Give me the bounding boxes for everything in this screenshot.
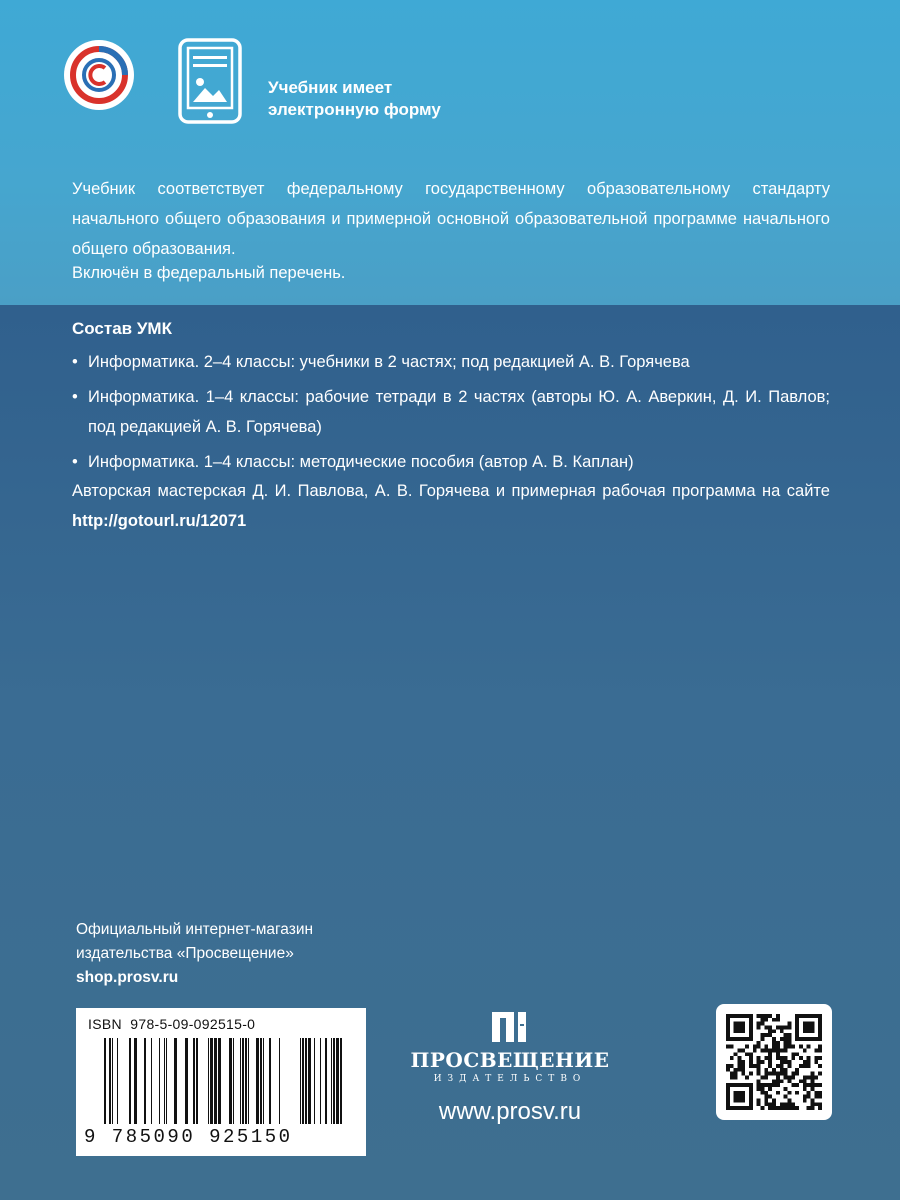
- isbn-box: [76, 1008, 366, 1156]
- electronic-form-note: [268, 77, 441, 121]
- umk-item-text: Информатика. 1–4 классы: методические пособия (автор А. В. Каплан): [88, 453, 634, 471]
- shop-line2: издательства «Просвещение»: [76, 945, 294, 962]
- eform-line1: Учебник имеет: [268, 78, 393, 97]
- author-link[interactable]: http://gotourl.ru/12071: [72, 512, 247, 530]
- isbn-label: ISBN: [88, 1016, 122, 1032]
- author-text: Авторская мастерская Д. И. Павлова, А. В. Горячева и примерная рабочая программа на сайте: [72, 482, 830, 500]
- eform-line2: электронную форму: [268, 100, 441, 119]
- barcode-icon: [100, 1038, 350, 1134]
- publisher-subtitle: ИЗДАТЕЛЬСТВО: [433, 1074, 587, 1084]
- bullet-icon: •: [72, 388, 78, 406]
- federal-list-note: Включён в федеральный перечень.: [72, 264, 346, 282]
- isbn-number: 978-5-09-092515-0: [130, 1016, 256, 1032]
- bullet-icon: •: [72, 453, 78, 471]
- qr-box: [716, 1004, 832, 1120]
- umk-title: Состав УМК: [72, 319, 172, 338]
- bullet-icon: •: [72, 353, 78, 371]
- umk-item-text: Информатика. 2–4 классы: учебники в 2 частях; под редакцией А. В. Горячева: [88, 353, 690, 371]
- umk-item-text: Информатика. 1–4 классы: рабочие тетради в 2 частях (авторы Ю. А. Аверкин, Д. И. Павлов; под редакцией А. В. Горячева): [88, 388, 830, 436]
- list-item: [72, 447, 830, 477]
- qr-code-icon[interactable]: [726, 1014, 822, 1110]
- publisher-logo-icon: [490, 1010, 530, 1044]
- publisher-block: [410, 1010, 610, 1126]
- shop-url[interactable]: shop.prosv.ru: [76, 969, 179, 986]
- fgos-statement: Учебник соответствует федеральному государственному образовательному стандарту начального общего образования и примерной основной образовательной программе начального общего образования.: [72, 180, 830, 258]
- umk-list: [72, 347, 830, 482]
- publisher-url[interactable]: www.prosv.ru: [438, 1098, 582, 1125]
- tablet-icon: [178, 38, 242, 124]
- shop-info: [76, 918, 313, 990]
- isbn-line: [88, 1016, 354, 1032]
- publisher-name: ПРОСВЕЩЕНИЕ: [410, 1048, 610, 1072]
- fgos-logo-icon: [62, 38, 136, 112]
- author-workshop-note: [72, 476, 830, 536]
- list-item: [72, 382, 830, 442]
- barcode-digits: 9 785090 925150: [84, 1126, 293, 1148]
- shop-line1: Официальный интернет-магазин: [76, 921, 314, 938]
- list-item: [72, 347, 830, 377]
